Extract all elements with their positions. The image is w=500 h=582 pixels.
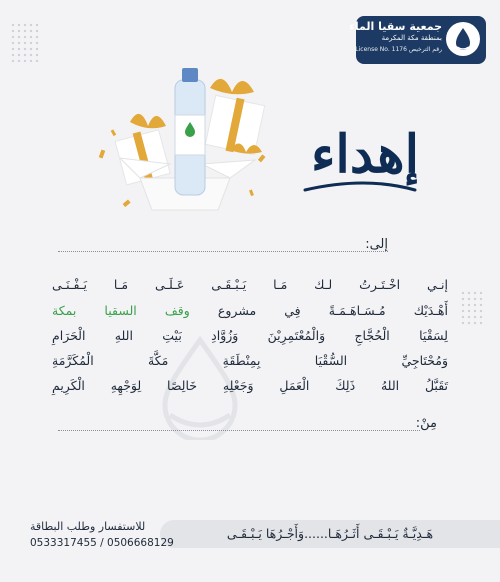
to-label: إلى: (365, 237, 388, 252)
gift-boxes-illustration (90, 60, 280, 220)
organization-logo (349, 16, 486, 64)
message-line-2 (52, 303, 448, 318)
dot-pattern-decoration (460, 290, 486, 326)
to-field-line[interactable] (58, 251, 388, 252)
footer-banner-text: هَـدِيَّـةٌ يَـبْـقَـى أَثَـرُهَـا......وَأَجْـرُهَا يَـبْـقَـى (226, 526, 434, 541)
message-line-4: وَمُحْتَاجِيِّ السُّقْيَا بِمِنْطَقَةِ مَكَّةَ الْمُكَرَّمَةِ (52, 353, 448, 368)
logo-name: جمعية سقيا الماء (349, 20, 442, 33)
page-title: إهداء (310, 124, 420, 185)
logo-region: بمنطقة مكة المكرمة (381, 34, 442, 42)
contact-phones[interactable]: 0533317455 / 0506668129 (30, 537, 174, 549)
message-line-1: إنـي اخْـتَـرتُ لـك مَـا يَـبْـقَـى عَـلَـى مَـا يَـفْـنَـى (52, 277, 448, 292)
contact-label: للاستفسار وطلب البطاقة (30, 520, 146, 533)
water-drop-icon (446, 22, 480, 56)
logo-license: License No. 1176 رقم الترخيص (355, 46, 442, 53)
title-swash-decoration (300, 178, 420, 198)
message-line-2-text: أَهْـدَيْك مُـسَـاهَـمَـةً فِي مشروع (217, 303, 448, 318)
from-field-line[interactable] (58, 430, 420, 431)
dot-pattern-decoration (10, 22, 40, 62)
message-line-5: تَقَبَّلُ اللهُ ذَلِكَ الْعَمَلِ وَجَعْلِهِ خَالِصًا لِوَجْهِهِ الْكَرِيمِ (52, 378, 448, 393)
message-line-3: لِسَقْيَا الْحُجَّاجِ وَالْمُعْتَمِرِيْنَ وَزُوَّادِ بَيْتِ اللهِ الْحَرَامِ (52, 328, 448, 343)
project-name-highlight: وقف السقيا بمكة (52, 303, 190, 318)
from-label: مِنْ: (415, 416, 437, 431)
